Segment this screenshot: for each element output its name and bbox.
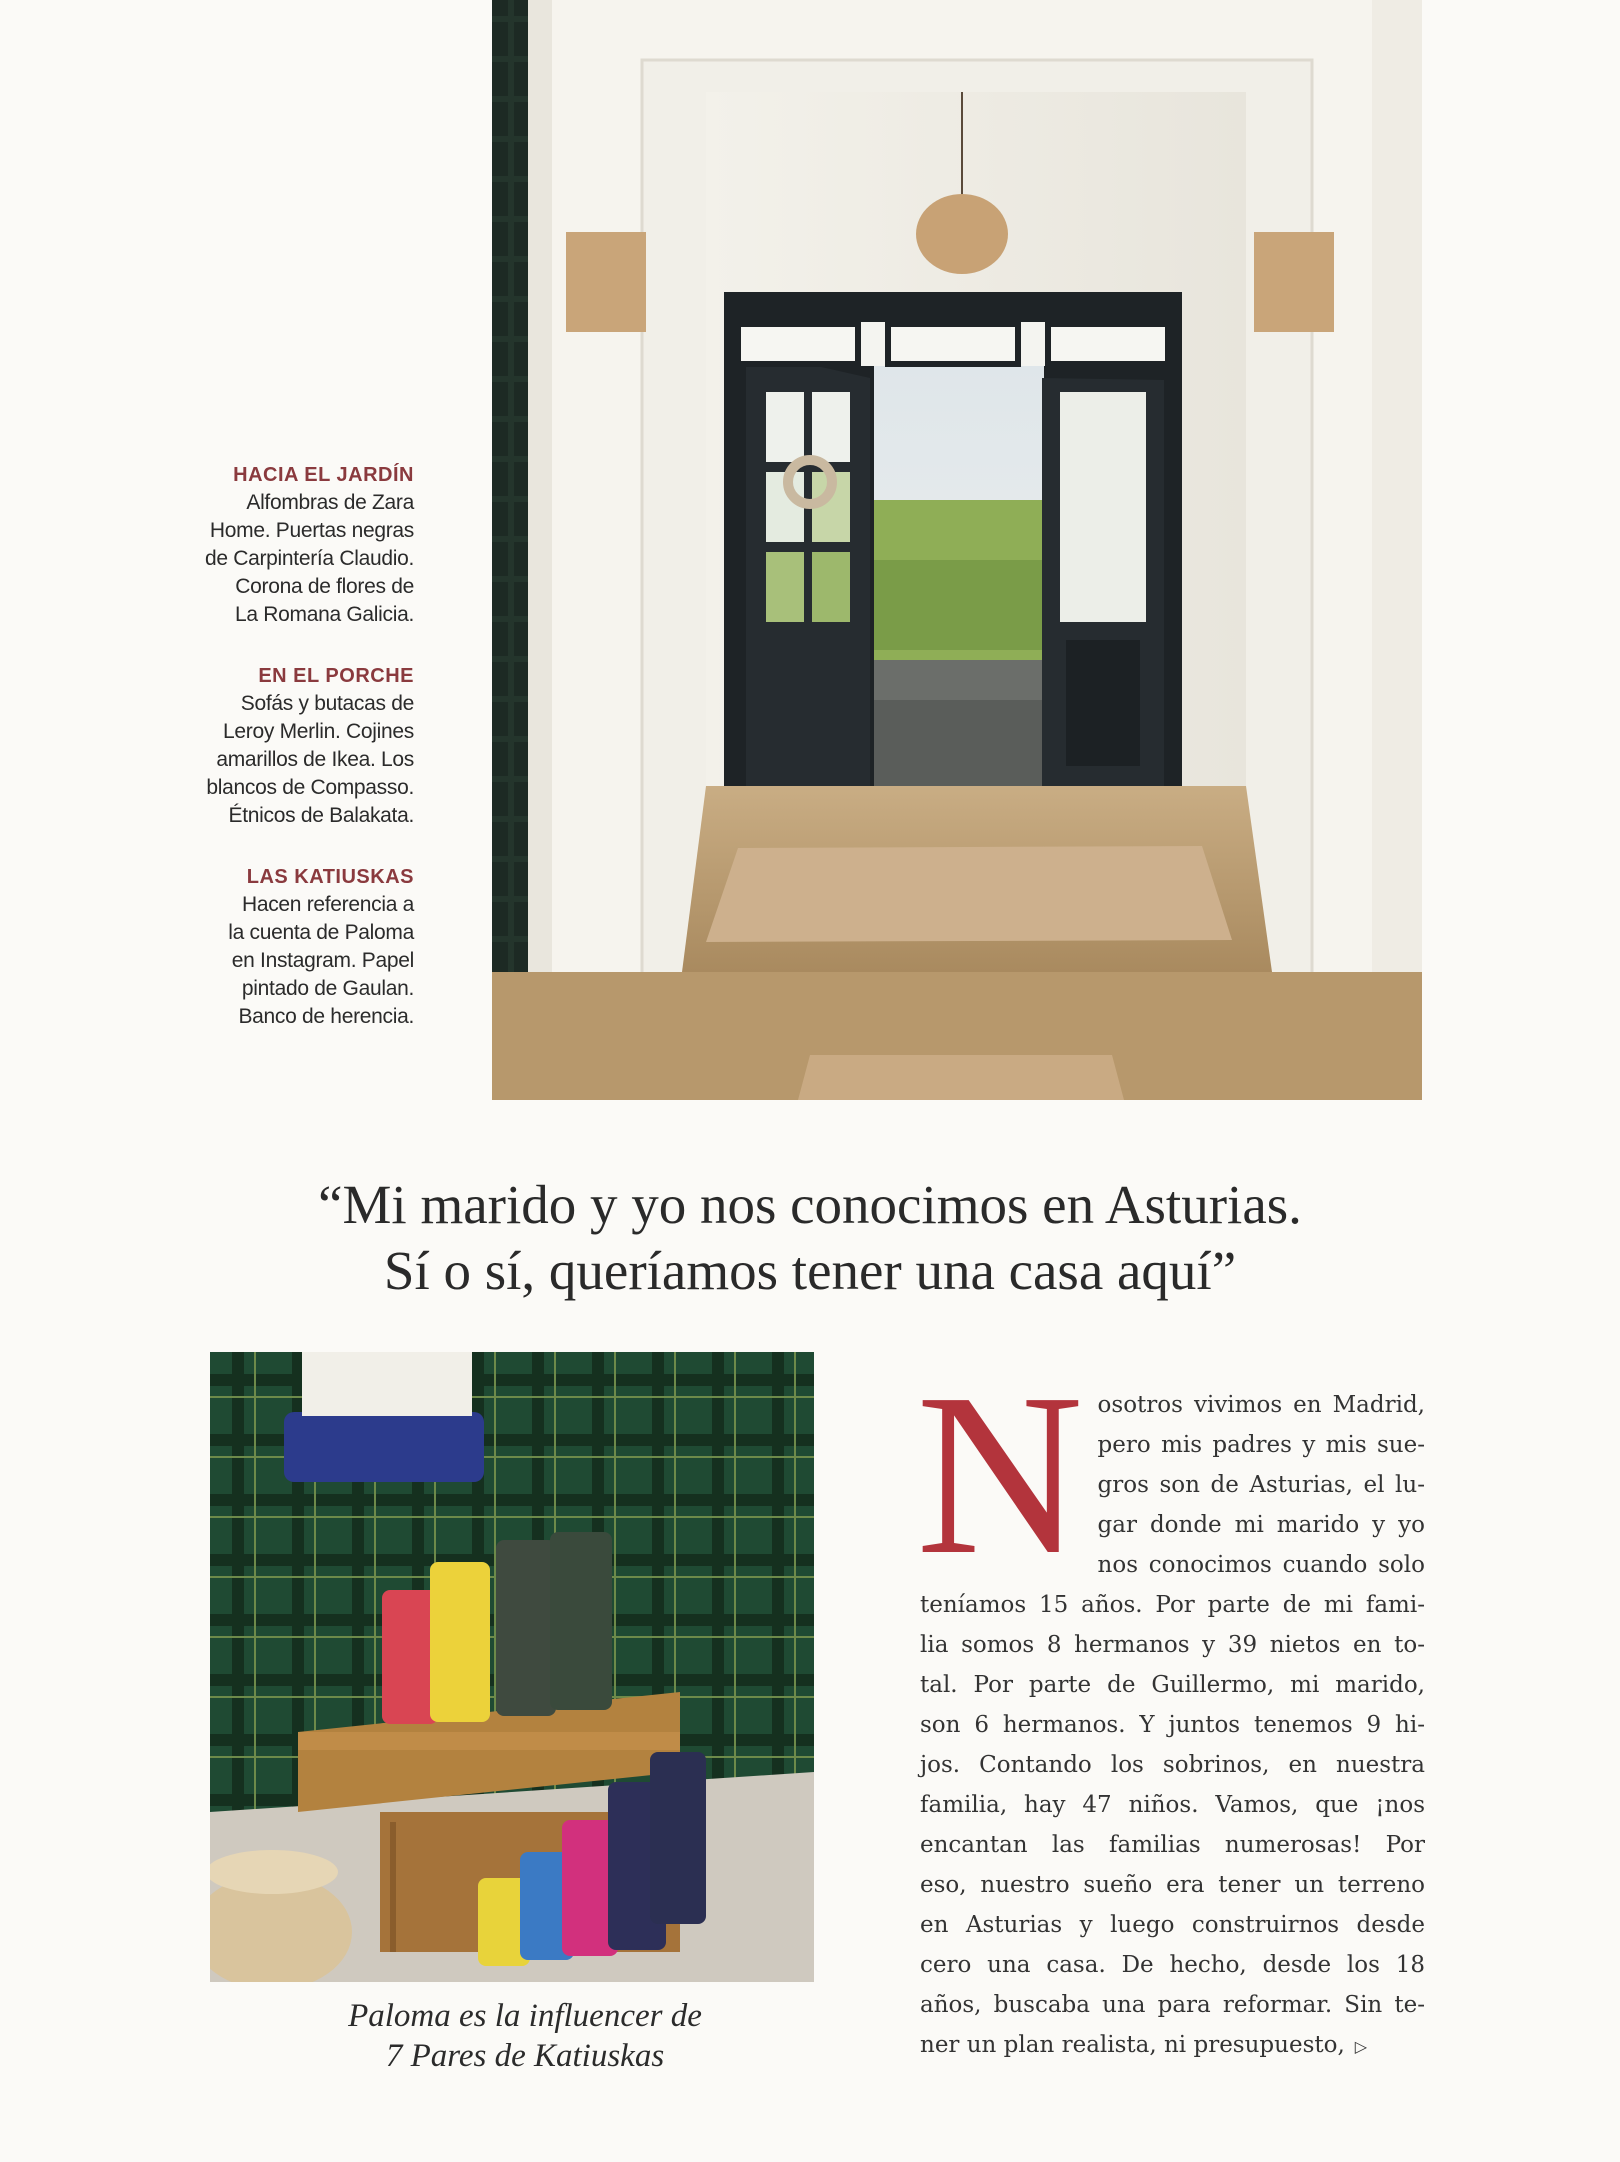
article-line: osotros vivimos en Madrid, [1097, 1392, 1425, 1418]
caption-title: LAS KATIUSKAS [246, 866, 414, 888]
article-line: gar donde mi marido y yo [1097, 1512, 1425, 1538]
caption-line: Banco de herencia. [238, 1005, 414, 1028]
article-line: jos. Contando los sobrinos, en nuestra [920, 1752, 1425, 1778]
caption-line: en Instagram. Papel [231, 949, 414, 972]
boots-caption-line: Paloma es la influencer de [348, 1998, 702, 2034]
caption-line: La Romana Galicia. [234, 603, 414, 626]
article-line: encantan las familias numerosas! Por [920, 1832, 1425, 1858]
caption-line: pintado de Gaulan. [241, 977, 414, 1000]
caption-line: Étnicos de Balakata. [228, 804, 414, 827]
caption-line: amarillos de Ikea. Los [216, 748, 414, 771]
continue-arrow-icon: ▷ [1354, 2037, 1368, 2056]
caption-line: Home. Puertas negras [209, 519, 414, 542]
article-line: familia, hay 47 niños. Vamos, que ¡nos [920, 1792, 1425, 1818]
pull-quote-line: Sí o sí, queríamos tener una casa aquí” [383, 1240, 1237, 1301]
article-line: son 6 hermanos. Y juntos tenemos 9 hi- [920, 1712, 1425, 1738]
boots-photo [210, 1352, 814, 1982]
caption-line: de Carpintería Claudio. [204, 547, 414, 570]
photo-captions [150, 462, 414, 1065]
caption-las-katiuskas [150, 864, 414, 1031]
article-line: años, buscaba una para reformar. Sin te- [920, 1992, 1425, 2018]
drop-cap: N [916, 1346, 1084, 1603]
caption-line: Hacen referencia a [241, 893, 414, 916]
caption-title: EN EL PORCHE [258, 665, 414, 687]
caption-en-el-porche [150, 663, 414, 830]
article-line: eso, nuestro sueño era tener un terreno [920, 1872, 1425, 1898]
caption-hacia-el-jardin [150, 462, 414, 629]
article-body [916, 1346, 1425, 2067]
article-line: teníamos 15 años. Por parte de mi fami- [920, 1592, 1425, 1618]
caption-line: Sofás y butacas de [240, 692, 414, 715]
pull-quote [200, 1172, 1420, 1304]
caption-line: Alfombras de Zara [246, 491, 414, 514]
caption-line: Corona de flores de [235, 575, 414, 598]
article-line: en Asturias y luego construirnos desde [920, 1912, 1425, 1938]
article-line: ner un plan realista, ni presupuesto, [920, 2032, 1345, 2058]
caption-line: la cuenta de Paloma [228, 921, 414, 944]
boots-caption-line: 7 Pares de Katiuskas [385, 2038, 665, 2074]
caption-line: blancos de Compasso. [206, 776, 414, 799]
article-line: lia somos 8 hermanos y 39 nietos en to- [920, 1632, 1425, 1658]
article-line: pero mis padres y mis sue- [1097, 1432, 1425, 1458]
article-line: cero una casa. De hecho, desde los 18 [920, 1952, 1425, 1978]
hallway-photo [492, 0, 1422, 1100]
article-last-line [920, 2025, 1425, 2067]
boots-illustration [210, 1352, 814, 1982]
pull-quote-line: “Mi marido y yo nos conocimos en Asturias. [318, 1174, 1302, 1235]
caption-title: HACIA EL JARDÍN [233, 464, 414, 486]
article-line: gros son de Asturias, el lu- [1097, 1472, 1425, 1498]
article-line: tal. Por parte de Guillermo, mi marido, [920, 1672, 1425, 1698]
boots-photo-caption [260, 1996, 790, 2076]
article-line: nos conocimos cuando solo [1097, 1552, 1425, 1578]
hallway-illustration [492, 0, 1422, 1100]
caption-line: Leroy Merlin. Cojines [223, 720, 414, 743]
